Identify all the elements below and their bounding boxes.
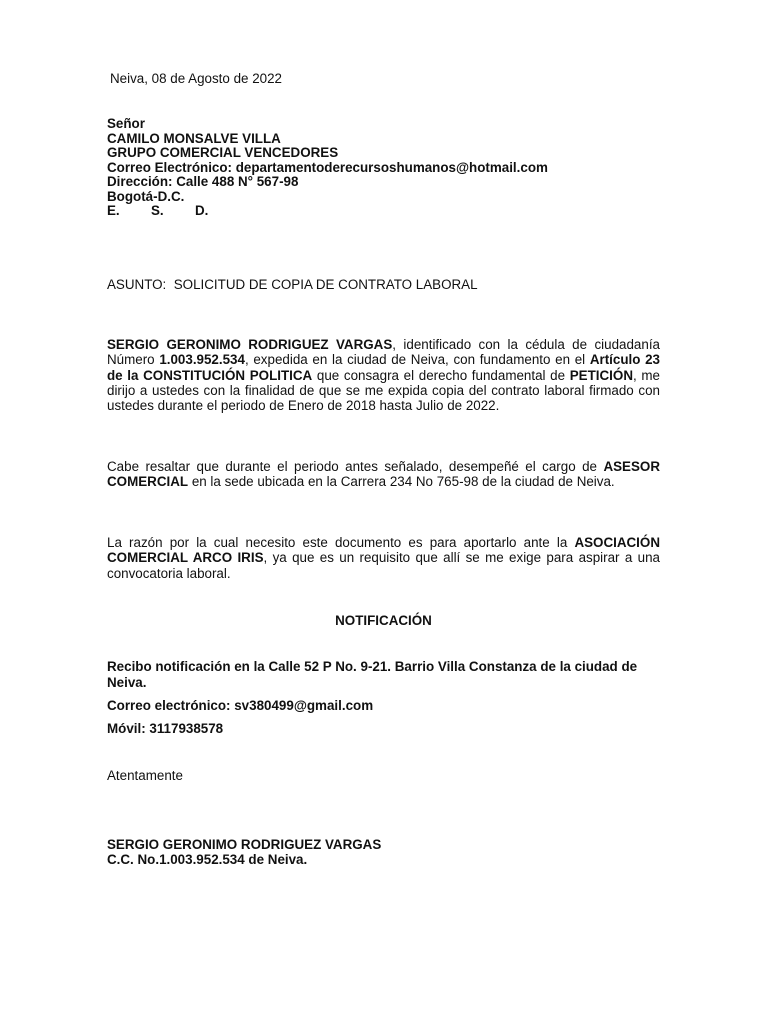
subject-line	[107, 277, 478, 292]
paragraph-text: La razón por la cual necesito este documento es para aportarlo ante la	[107, 535, 575, 550]
recipient-esd	[107, 204, 548, 219]
paragraph-text: , ya que es un requisito que allí se me exige para aspirar a una convocatoria laboral.	[107, 550, 660, 581]
constitution-article: Artículo 23 de la CONSTITUCIÓN POLITICA	[107, 352, 660, 383]
letter-date: Neiva, 08 de Agosto de 2022	[110, 71, 282, 86]
paragraph-text: , identificado con la cédula de ciudadanía Número	[107, 337, 660, 368]
id-number: 1.003.952.534	[159, 352, 245, 368]
recipient-address: Dirección: Calle 488 N° 567-98	[107, 174, 299, 189]
recipient-block	[107, 117, 548, 219]
notification-address: Recibo notificación en la Calle 52 P No. 9-21. Barrio Villa Constanza de la ciudad de Neiva.	[107, 659, 638, 690]
paragraph-role	[107, 459, 660, 490]
recipient-salutation: Señor	[107, 116, 145, 131]
subject-text: SOLICITUD DE COPIA DE CONTRATO LABORAL	[173, 277, 478, 292]
paragraph-text: que consagra el derecho fundamental de	[312, 367, 570, 383]
signature-name: SERGIO GERONIMO RODRIGUEZ VARGAS	[107, 837, 382, 852]
paragraph-text: , me dirijo a ustedes con la finalidad de que se me expida copia del contrato laboral firmado con ustedes durante el periodo de Enero de 2018 hasta Julio de 2022.	[107, 367, 660, 414]
esd-e: E.	[107, 203, 120, 218]
paragraph-reason	[107, 535, 660, 581]
signature-block	[107, 838, 381, 867]
paragraph-text: en la sede ubicada en la Carrera 234 No 765-98 de la ciudad de Neiva.	[188, 474, 615, 490]
paragraph-request	[107, 337, 660, 413]
role-title: ASESOR COMERCIAL	[107, 459, 660, 490]
closing: Atentamente	[107, 768, 183, 783]
association-name: ASOCIACIÓN COMERCIAL ARCO IRIS	[107, 535, 660, 566]
recipient-email: Correo Electrónico: departamentoderecursoshumanos@hotmail.com	[107, 159, 548, 175]
recipient-name: CAMILO MONSALVE VILLA	[107, 130, 281, 146]
notification-email: Correo electrónico: sv380499@gmail.com	[107, 698, 374, 713]
subject-label: ASUNTO:	[107, 277, 167, 292]
notification-heading: NOTIFICACIÓN	[335, 613, 432, 628]
esd-d: D.	[195, 203, 209, 218]
recipient-city: Bogotá-D.C.	[107, 188, 185, 204]
recipient-company: GRUPO COMERCIAL VENCEDORES	[107, 145, 339, 160]
notification-mobile: Móvil: 3117938578	[107, 721, 224, 736]
esd-s: S.	[151, 203, 164, 218]
paragraph-text: Cabe resaltar que durante el periodo antes señalado, desempeñé el cargo de	[107, 459, 604, 474]
paragraph-text: , expedida en la ciudad de Neiva, con fundamento en el	[244, 352, 590, 368]
petition-word: PETICIÓN	[569, 367, 633, 383]
signature-id: C.C. No.1.003.952.534 de Neiva.	[107, 851, 308, 867]
requester-name: SERGIO GERONIMO RODRIGUEZ VARGAS	[107, 337, 393, 352]
